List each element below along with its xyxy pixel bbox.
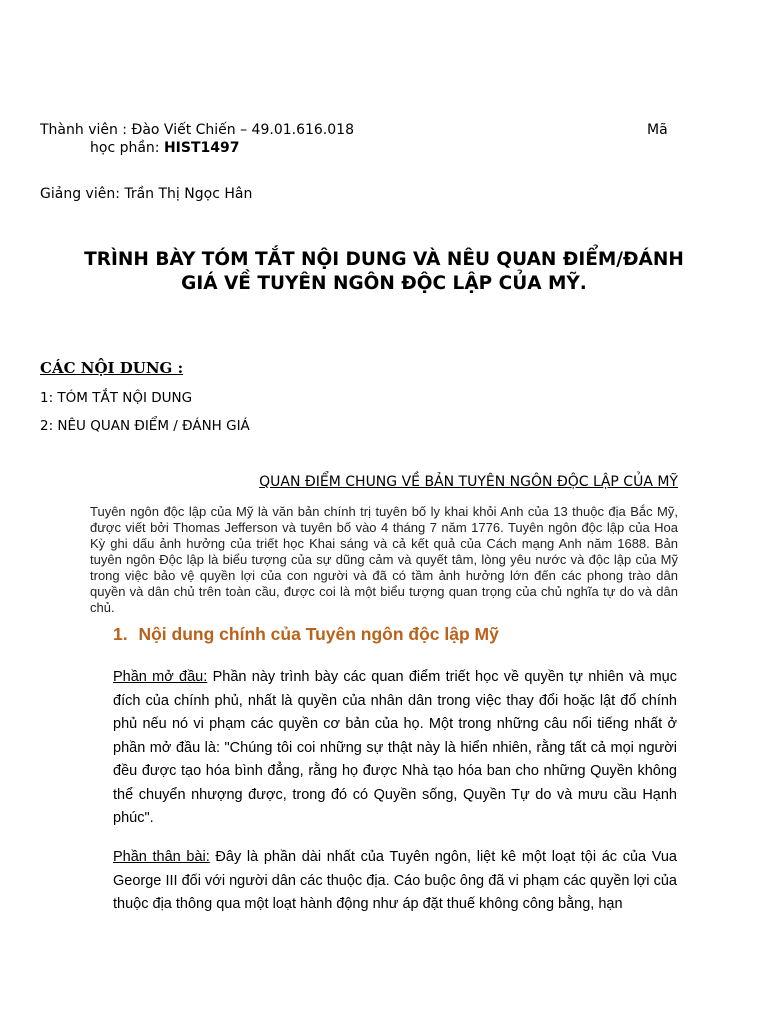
course-code: HIST1497 <box>163 140 240 156</box>
title-line-2: GIÁ VỀ TUYÊN NGÔN ĐỘC LẬP CỦA MỸ. <box>181 273 587 294</box>
ma-label: Mã <box>647 122 668 138</box>
paragraph-label: Phần thân bài: <box>113 849 210 865</box>
course-line <box>90 139 240 157</box>
section-1-heading <box>113 624 499 645</box>
page-title <box>60 248 708 296</box>
paragraph-intro <box>113 666 677 831</box>
contents-item-2: 2: NÊU QUAN ĐIỂM / ĐÁNH GIÁ <box>40 418 250 434</box>
section-number: 1. <box>113 624 128 644</box>
section-title: Nội dung chính của Tuyên ngôn độc lập Mỹ <box>138 624 499 644</box>
paragraph-text: Đây là phần dài nhất của Tuyên ngôn, liệt kê một loạt tội ác của Vua George III đối với người dân các thuộc địa. Cáo buộc ông đã vi phạm các quyền lợi của thuộc địa thông qua một loạt hành động như áp đặt thuế không công bằng, hạn <box>113 849 677 912</box>
contents-item-1: 1: TÓM TẮT NỘI DUNG <box>40 390 193 406</box>
subtitle: QUAN ĐIỂM CHUNG VỀ BẢN TUYÊN NGÔN ĐỘC LẬP CỦA MỸ <box>259 474 678 490</box>
title-line-1: TRÌNH BÀY TÓM TẮT NỘI DUNG VÀ NÊU QUAN ĐIỂM/ĐÁNH <box>84 249 684 270</box>
contents-heading: CÁC NỘI DUNG : <box>40 359 184 377</box>
paragraph-body <box>113 846 677 917</box>
paragraph-text: Phần này trình bày các quan điểm triết học về quyền tự nhiên và mục đích của chính phủ, nhất là quyền của nhân dân trong việc thay đổi hoặc lật đổ chính phủ nếu nó vi phạm các quyền cơ bản của họ. Một trong những câu nổi tiếng nhất ở phần mở đầu là: "Chúng tôi coi những sự thật này là hiển nhiên, rằng tất cả mọi người đều được tạo hóa bình đẳng, rằng họ được Nhà tạo hóa ban cho những Quyền không thể chuyển nhượng được, trong đó có Quyền sống, Quyền Tự do và mưu cầu Hạnh phúc". <box>113 669 677 826</box>
member-line: Thành viên : Đào Viết Chiến – 49.01.616.018 <box>40 122 354 138</box>
paragraph-label: Phần mở đầu: <box>113 669 208 685</box>
intro-paragraph: Tuyên ngôn độc lập của Mỹ là văn bản chính trị tuyên bố ly khai khỏi Anh của 13 thuộc địa Bắc Mỹ, được viết bởi Thomas Jefferson và tuyên bố vào 4 tháng 7 năm 1776. Tuyên ngôn độc lập của Hoa Kỳ ghi dấu ảnh hưởng của triết học Khai sáng và cả kết quả của Cách mạng Anh năm 1688. Bản tuyên ngôn Độc lập là biểu tượng của sự dũng cảm và quyết tâm, lòng yêu nước và độc lập của Mỹ trong việc bảo vệ quyền lợi của con người và đã có tầm ảnh hưởng lớn đến các phong trào dân quyền và dân chủ trên toàn cầu, được coi là một biểu tượng quan trọng của chủ nghĩa tự do và dân chủ. <box>90 504 678 615</box>
course-label: học phần: <box>90 140 164 156</box>
lecturer-line: Giảng viên: Trần Thị Ngọc Hân <box>40 186 253 202</box>
